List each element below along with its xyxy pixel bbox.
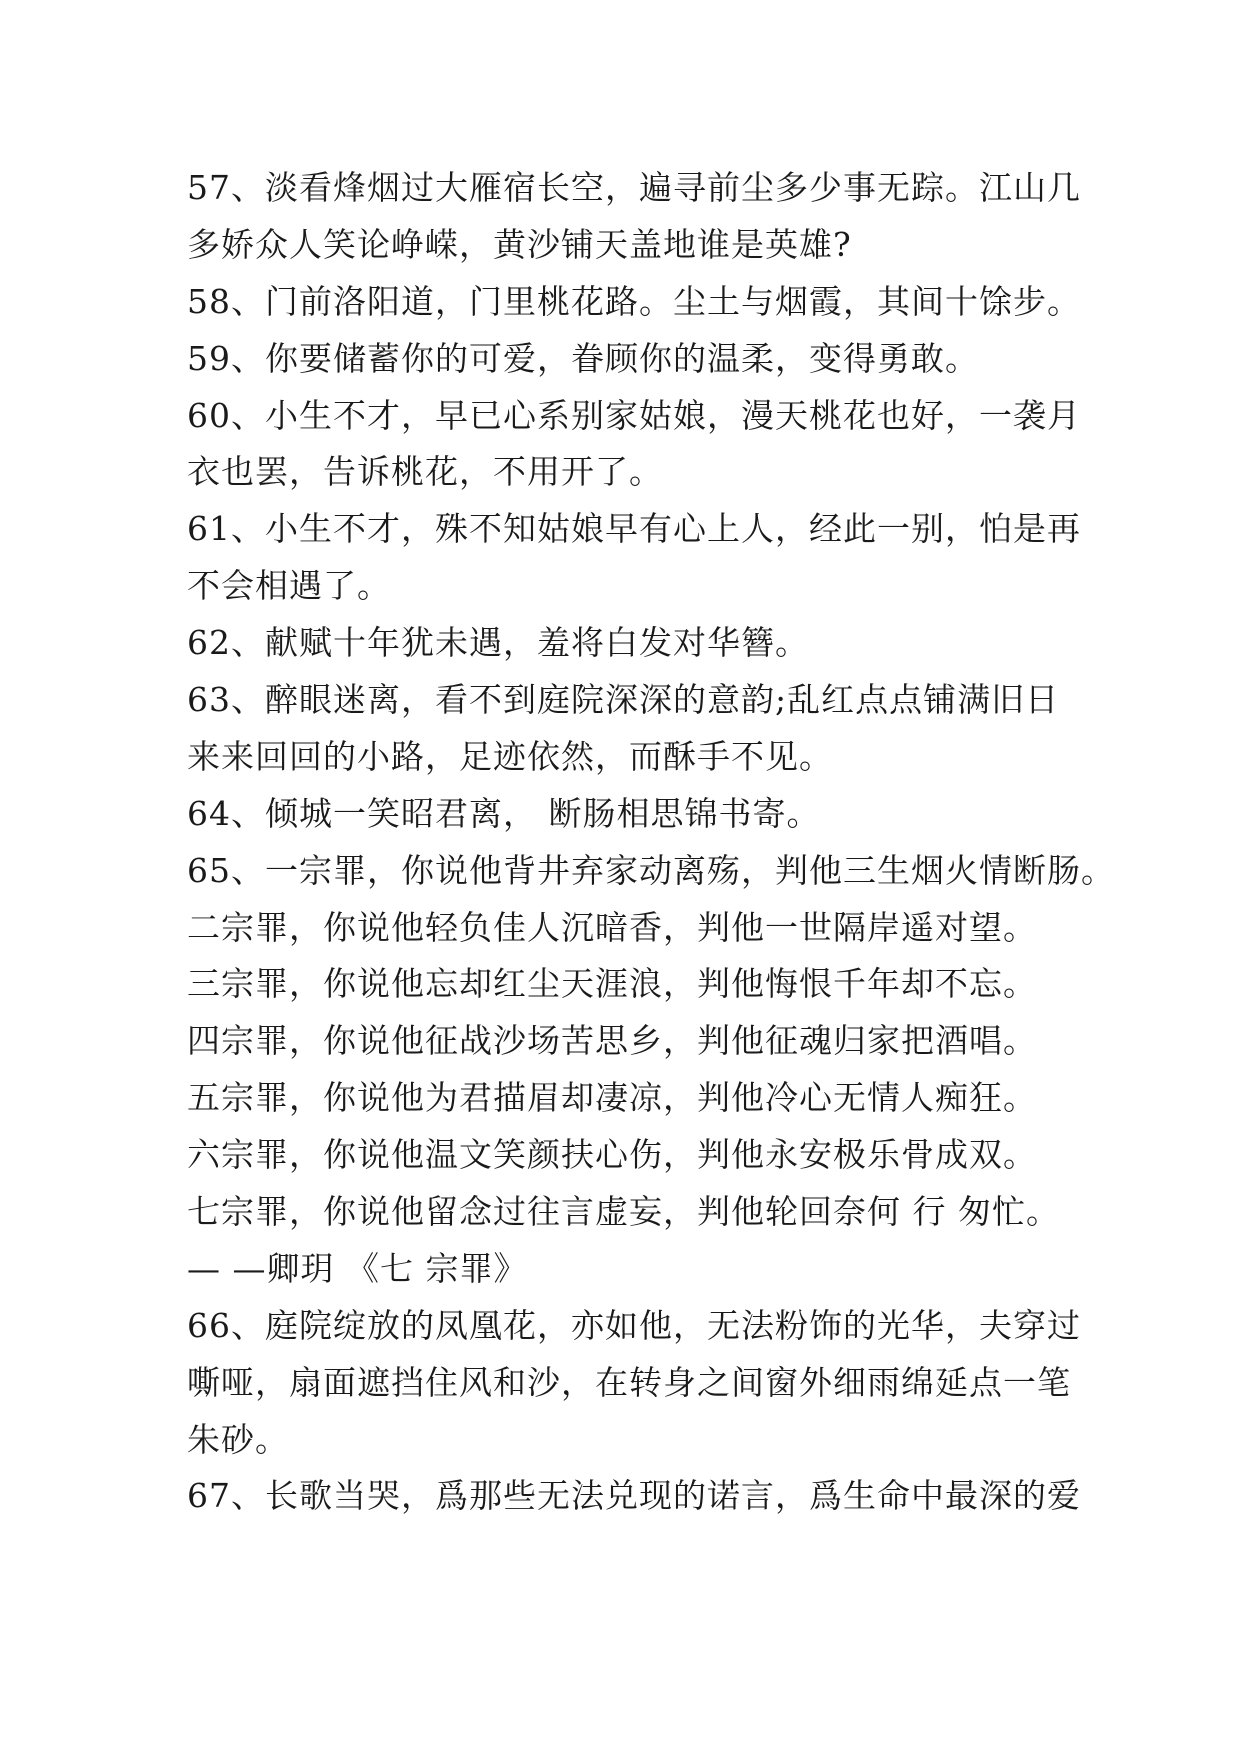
- text-line: 嘶哑，扇面遮挡住风和沙，在转身之间窗外细雨绵延点一笔: [187, 1362, 1071, 1402]
- text-line: 59、你要储蓄你的可爱，眷顾你的温柔，变得勇敢。: [187, 338, 979, 378]
- text-line: 多娇众人笑论峥嵘，黄沙铺天盖地谁是英雄?: [187, 224, 852, 264]
- document-body: [187, 160, 1115, 1525]
- text-line: 不会相遇了。: [187, 566, 391, 606]
- text-line: 61、小生不才，殊不知姑娘早有心上人，经此一别，怕是再: [187, 509, 1081, 549]
- text-line: 58、门前洛阳道，门里桃花路。尘土与烟霞，其间十馀步。: [187, 281, 1081, 321]
- text-line: 衣也罢，告诉桃花，不用开了。: [187, 452, 663, 492]
- text-line: 三宗罪，你说他忘却红尘天涯浪，判他悔恨千年却不忘。: [187, 964, 1037, 1004]
- text-line: 朱砂。: [187, 1419, 289, 1459]
- text-line: 六宗罪，你说他温文笑颜扶心伤，判他永安极乐骨成双。: [187, 1135, 1037, 1175]
- text-line: 65、一宗罪，你说他背井弃家动离殇，判他三生烟火情断肠。: [187, 850, 1115, 890]
- text-line: 60、小生不才，早已心系别家姑娘，漫天桃花也好，一袭月: [187, 395, 1081, 435]
- text-line: 62、献赋十年犹未遇，羞将白发对华簪。: [187, 623, 809, 663]
- text-line: 五宗罪，你说他为君描眉却凄凉，判他冷心无情人痴狂。: [187, 1078, 1037, 1118]
- text-line: 66、庭院绽放的凤凰花，亦如他，无法粉饰的光华，夫穿过: [187, 1305, 1081, 1345]
- text-line: 四宗罪，你说他征战沙场苦思乡，判他征魂归家把酒唱。: [187, 1021, 1037, 1061]
- text-line: 七宗罪，你说他留念过往言虚妄，判他轮回奈何 行 匆忙。: [187, 1192, 1060, 1232]
- text-line: 64、倾城一笑昭君离， 断肠相思锦书寄。: [187, 793, 821, 833]
- text-line: — —卿玥 《七 宗罪》: [187, 1248, 528, 1288]
- text-line: 63、醉眼迷离，看不到庭院深深的意韵;乱红点点铺满旧日: [187, 680, 1060, 720]
- text-line: 67、长歌当哭，爲那些无法兑现的诺言，爲生命中最深的爱: [187, 1476, 1081, 1516]
- text-line: 二宗罪，你说他轻负佳人沉暗香，判他一世隔岸遥对望。: [187, 907, 1037, 947]
- text-line: 57、淡看烽烟过大雁宿长空，遍寻前尘多少事无踪。江山几: [187, 168, 1081, 207]
- text-line: 来来回回的小路，足迹依然，而酥手不见。: [187, 736, 833, 776]
